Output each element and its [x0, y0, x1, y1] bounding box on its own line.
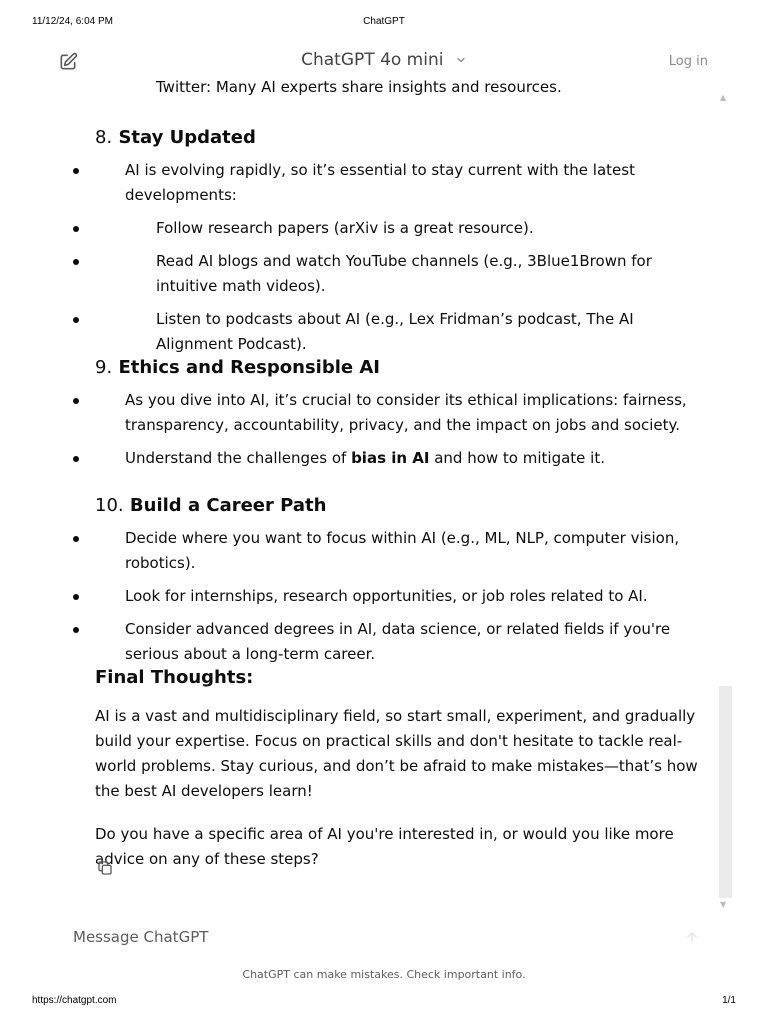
print-footer	[0, 995, 768, 1009]
model-label: ChatGPT 4o mini	[301, 50, 444, 70]
print-page-number: 1/1	[722, 995, 736, 1006]
paragraph: Do you have a specific area of AI you're interested in, or would you like more advice on any of these steps?	[95, 825, 674, 868]
print-header	[0, 16, 768, 30]
send-button[interactable]	[682, 927, 702, 947]
print-title: ChatGPT	[363, 16, 405, 27]
list-item-text: Twitter: Many AI experts share insights and resources.	[156, 80, 562, 96]
composer	[60, 922, 720, 952]
list-item: As you dive into AI, it’s crucial to consider its ethical implications: fairness, transparency, accountability, privacy, and the impact on jobs and society.	[95, 388, 710, 438]
copy-button[interactable]	[97, 860, 115, 878]
section-heading: Final Thoughts:	[95, 667, 254, 688]
list-item	[95, 80, 562, 100]
partial-list-row	[95, 80, 710, 100]
list-item: Follow research papers (arXiv is a great resource).	[95, 216, 710, 241]
copy-icon	[97, 860, 113, 876]
login-button[interactable]: Log in	[668, 54, 708, 69]
chevron-down-icon	[455, 54, 467, 66]
list-item: Consider advanced degrees in AI, data science, or related fields if you're serious about a long-term career.	[95, 617, 710, 667]
print-date: 11/12/24, 6:04 PM	[32, 16, 113, 27]
list-item: Understand the challenges of bias in AI and how to mitigate it.	[95, 446, 710, 471]
message-input[interactable]	[60, 922, 633, 952]
scrollbar-thumb[interactable]	[719, 686, 732, 898]
list-item: Look for internships, research opportunities, or job roles related to AI.	[95, 584, 710, 609]
arrow-up-icon	[685, 930, 699, 944]
section-heading: 8. Stay Updated	[95, 127, 256, 148]
top-bar	[0, 44, 768, 80]
scroll-down-arrow[interactable]: ▼	[720, 900, 727, 909]
model-selector[interactable]	[0, 50, 768, 70]
disclaimer: ChatGPT can make mistakes. Check important info.	[242, 968, 526, 981]
list-item: Listen to podcasts about AI (e.g., Lex Fridman’s podcast, The AI Alignment Podcast).	[95, 307, 710, 357]
paragraph: AI is a vast and multidisciplinary field, so start small, experiment, and gradually build your expertise. Focus on practical skills and don't hesitate to tackle real-world problems. Stay curious, and don’t be afraid to make mistakes—that’s how the best AI developers learn!	[95, 707, 698, 800]
section-heading: 10. Build a Career Path	[95, 495, 327, 516]
list-item: Read AI blogs and watch YouTube channels (e.g., 3Blue1Brown for intuitive math videos).	[95, 249, 710, 299]
section-heading: 9. Ethics and Responsible AI	[95, 357, 381, 378]
scroll-up-arrow[interactable]: ▲	[720, 93, 727, 102]
list-item: Decide where you want to focus within AI (e.g., ML, NLP, computer vision, robotics).	[95, 526, 710, 576]
print-url: https://chatgpt.com	[32, 995, 117, 1006]
list-item: AI is evolving rapidly, so it’s essential to stay current with the latest developments:	[95, 158, 710, 208]
